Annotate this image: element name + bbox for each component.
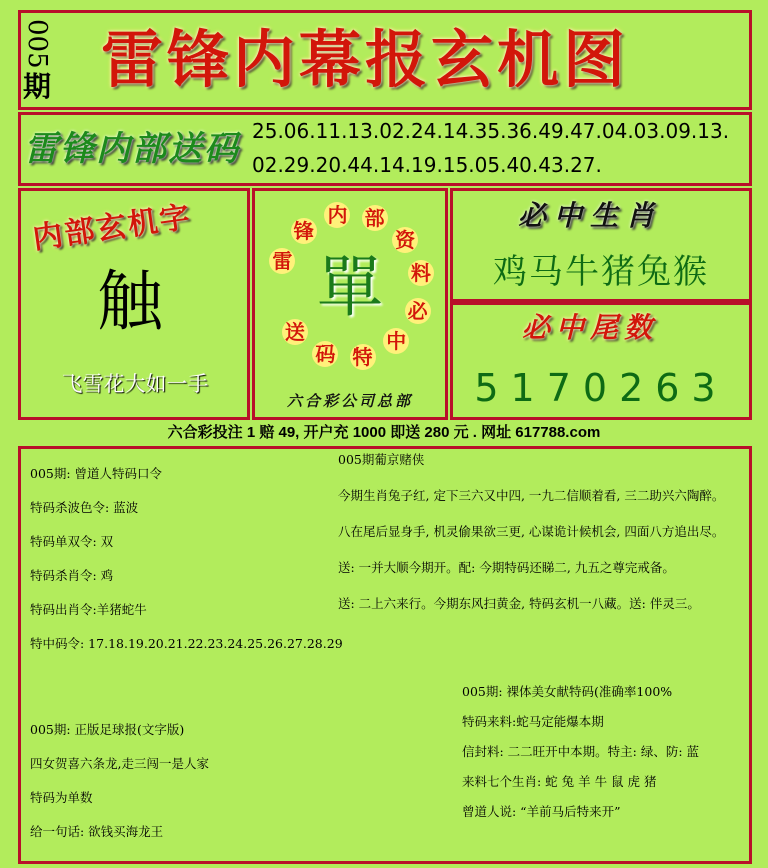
list-item: 送: 二上六来行。今期东风扫黄金, 特码玄机一八藏。送: 伴灵三。 (338, 596, 700, 611)
list-item: 005期葡京赌侠 (338, 452, 425, 467)
ring-char: 送 (282, 319, 308, 345)
list-item: 信封料: 二二旺开中本期。特主: 绿、防: 蓝 (462, 744, 700, 759)
beauty-list (462, 684, 748, 834)
issue-digits: 005 (22, 19, 52, 69)
internal-code-label: 雷锋内部送码 (24, 129, 240, 169)
zodiac-values: 鸡马牛猪兔猴 (493, 252, 709, 292)
mystery-char: 触 (97, 263, 163, 340)
list-item: 今期生肖兔子红, 定下三六又中四, 一九二信顺着看, 三二助兴六陶醉。 (338, 488, 725, 503)
list-item: 来料七个生肖: 蛇 兔 羊 牛 鼠 虎 猪 (462, 774, 657, 789)
internal-code-line1: 25.06.11.13.02.24.14.35.36.49.47.04.03.09.13. (252, 119, 730, 143)
ring-char: 中 (383, 328, 409, 354)
list-item: 曾道人说: “羊前马后特来开” (462, 804, 621, 819)
ring-char: 部 (362, 205, 388, 231)
list-item: 005期: 正版足球报(文字版) (30, 722, 185, 737)
left-list (30, 466, 343, 670)
tail-label: 必中尾数 (521, 311, 658, 344)
list-item: 特码来料:蛇马定能爆本期 (462, 714, 604, 729)
football-list (30, 722, 330, 858)
list-item: 给一句话: 欲钱买海龙王 (30, 824, 164, 839)
gamble-list (338, 452, 748, 632)
list-item: 特码杀肖令: 鸡 (30, 568, 114, 583)
issue-suffix: 期 (22, 70, 51, 103)
list-item: 八在尾后显身手, 机灵偷果欲三更, 心谋诡计候机会, 四面八方追出尽。 (338, 524, 725, 539)
list-item: 005期: 裸体美女献特码(准确率100% (462, 684, 673, 699)
list-item: 特中码令: 17.18.19.20.21.22.23.24.25.26.27.28.29 (30, 636, 343, 651)
ring-char: 内 (324, 202, 350, 228)
ring-char: 雷 (269, 248, 295, 274)
mystery-char-label: 内部玄机字 (30, 199, 194, 257)
ring-char: 资 (392, 227, 418, 253)
center-footer: 六合彩公司总部 (286, 392, 413, 410)
tail-values: 5170263 (474, 366, 728, 410)
center-big-char: 單 (317, 249, 383, 326)
list-item: 四女贺喜六条龙,走三闯一是人家 (30, 756, 209, 771)
list-item: 特码出肖令:羊猪蛇牛 (30, 602, 147, 617)
ring-char: 码 (312, 341, 338, 367)
list-item: 特码为单数 (30, 790, 93, 805)
list-item: 005期: 曾道人特码口令 (30, 466, 163, 481)
ring-char: 特 (350, 344, 376, 370)
list-item: 特码单双令: 双 (30, 534, 114, 549)
mystery-caption: 飞雪花大如一手 (61, 372, 209, 396)
banner: 六合彩投注 1 赔 49, 开户充 1000 即送 280 元 . 网址 617788.com (167, 424, 601, 441)
ring-char: 锋 (291, 218, 317, 244)
internal-code-line2: 02.29.20.44.14.19.15.05.40.43.27. (252, 153, 602, 177)
main-title: 雷锋内幕报玄机图 (100, 23, 629, 96)
zodiac-label: 必中生肖 (517, 199, 662, 232)
list-item: 送: 一并大顺今期开。配: 今期特码还睇二, 九五之尊完戒备。 (338, 560, 675, 575)
list-item: 特码杀波色令: 蓝波 (30, 500, 139, 515)
issue-number (22, 14, 52, 106)
ring-char: 必 (405, 298, 431, 324)
ring-char: 料 (408, 260, 434, 286)
